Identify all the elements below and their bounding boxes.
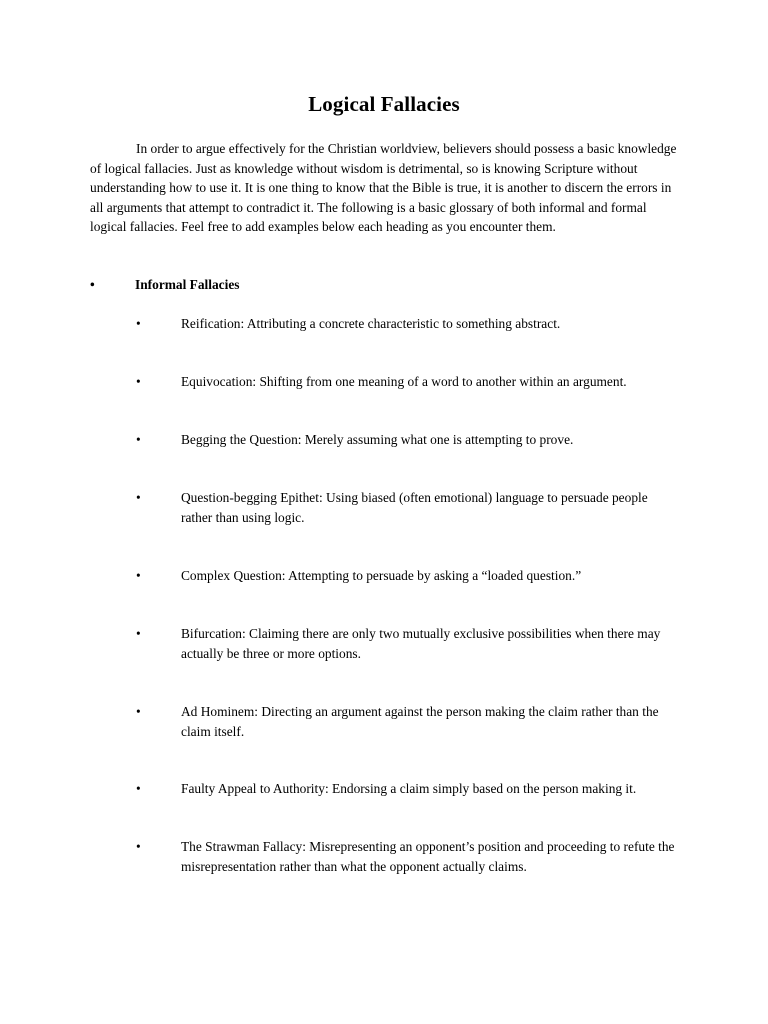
list-item-text: Complex Question: Attempting to persuade by asking a “loaded question.” [181,568,582,583]
list-item-bullet: • [136,432,141,447]
list-item-text: Ad Hominem: Directing an argument against the person making the claim rather than the claim itself. [181,704,659,739]
list-item-text: Equivocation: Shifting from one meaning of a word to another within an argument. [181,374,627,389]
list-item-text: Begging the Question: Merely assuming what one is attempting to prove. [181,432,574,447]
list-item-bullet: • [136,374,141,389]
list-item-text: Reification: Attributing a concrete characteristic to something abstract. [181,316,561,331]
list-item-bullet: • [136,490,141,505]
section-bullet: • [90,277,95,292]
section-heading: Informal Fallacies [135,277,240,292]
list-item-text: Question-begging Epithet: Using biased (often emotional) language to persuade people rather than using logic. [181,490,648,525]
list-item-bullet: • [136,568,141,583]
list-item-text: Bifurcation: Claiming there are only two mutually exclusive possibilities when there may actually be three or more options. [181,626,661,661]
list-item-bullet: • [136,316,141,331]
list-item-text: The Strawman Fallacy: Misrepresenting an opponent’s position and proceeding to refute the misrepresentation rather than what the opponent actually claims. [181,839,675,874]
list-item-bullet: • [136,704,141,719]
intro-paragraph: In order to argue effectively for the Christian worldview, believers should possess a basic knowledge of logical fallacies. Just as knowledge without wisdom is detrimental, so is knowing Scripture without understanding how to use it. It is one thing to know that the Bible is true, it is another to discern the errors in all arguments that attempt to contradict it. The following is a basic glossary of both informal and formal logical fallacies. Feel free to add examples below each heading as you encounter them. [90,141,677,235]
list-item-text: Faulty Appeal to Authority: Endorsing a claim simply based on the person making it. [181,781,637,796]
list-item-bullet: • [136,839,141,854]
document-title: Logical Fallacies [308,92,460,116]
list-item-bullet: • [136,626,141,641]
list-item-bullet: • [136,781,141,796]
